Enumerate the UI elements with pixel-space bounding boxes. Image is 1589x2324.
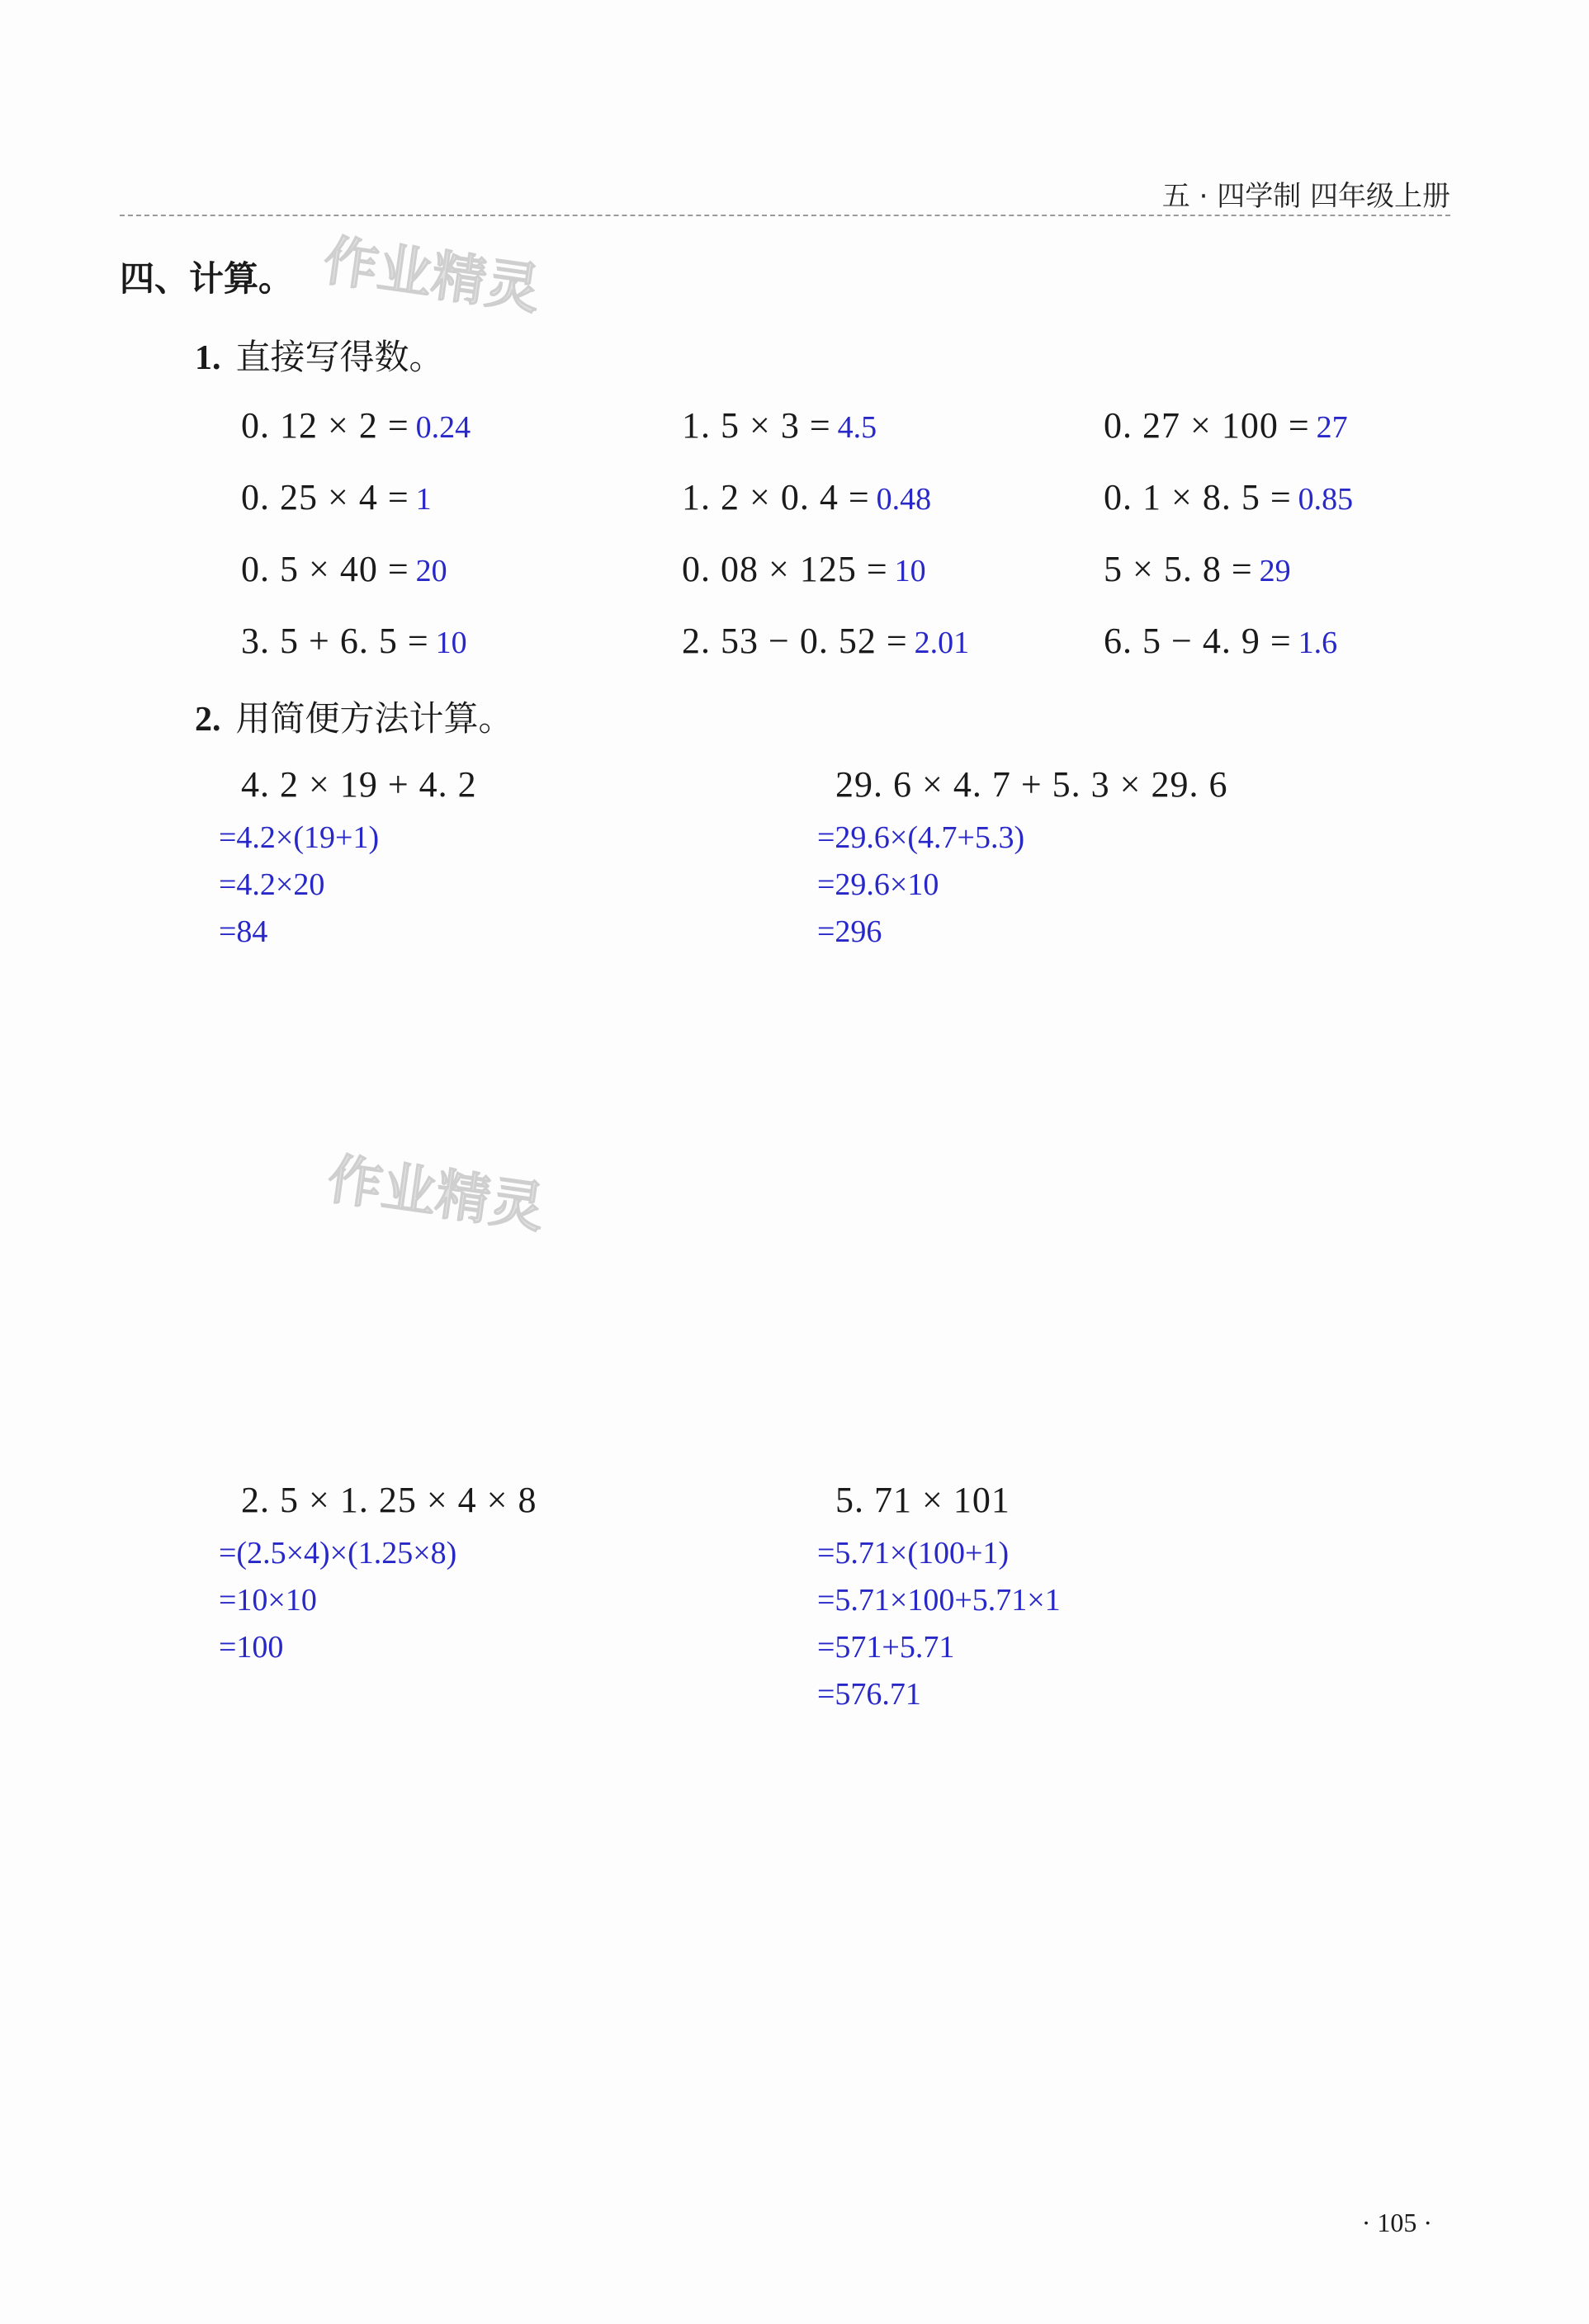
q1-item	[682, 404, 877, 446]
question-2-title	[195, 692, 513, 741]
q1-expression: 1. 2 × 0. 4 =	[682, 477, 870, 517]
q1-expression: 0. 08 × 125 =	[682, 549, 888, 589]
q1-answer: 0.48	[876, 482, 932, 517]
question-1-title	[195, 330, 444, 380]
q1-answer: 27	[1316, 410, 1348, 445]
section-title: 四、计算。	[120, 258, 294, 299]
q2-step: =29.6×(4.7+5.3)	[817, 820, 1025, 855]
q1-item	[241, 476, 432, 518]
watermark: 作业精灵	[324, 1146, 549, 1240]
question-1-text: 直接写得数。	[235, 337, 444, 377]
header-divider	[120, 215, 1450, 216]
q1-expression: 3. 5 + 6. 5 =	[241, 621, 429, 661]
q2-step: =576.71	[817, 1677, 921, 1712]
q1-item	[1104, 404, 1348, 446]
watermark: 作业精灵	[319, 228, 545, 322]
q1-item	[241, 548, 447, 590]
q2-step: =296	[817, 914, 882, 949]
q2-expression: 5. 71 × 101	[835, 1480, 1010, 1520]
q1-expression: 0. 27 × 100 =	[1104, 405, 1310, 446]
q2-step: =84	[219, 914, 268, 949]
q2-step: =10×10	[219, 1583, 317, 1618]
q1-item	[241, 404, 471, 446]
q2-expression: 4. 2 × 19 + 4. 2	[241, 764, 477, 805]
question-2-number: 2.	[195, 701, 221, 739]
q1-answer: 10	[435, 626, 467, 660]
q2-step: =(2.5×4)×(1.25×8)	[219, 1536, 457, 1571]
q2-step: =571+5.71	[817, 1630, 955, 1665]
q1-answer: 20	[415, 554, 447, 588]
q1-answer: 0.24	[415, 410, 471, 445]
q2-step: =4.2×20	[219, 867, 325, 902]
q2-step: =5.71×(100+1)	[817, 1536, 1010, 1571]
q1-answer: 10	[894, 554, 926, 588]
page-number: · 105 ·	[1361, 2208, 1432, 2237]
question-1-number: 1.	[195, 339, 221, 377]
header-text: 五 · 四学制 四年级上册	[1161, 180, 1450, 213]
q1-item	[682, 548, 926, 590]
q1-answer: 4.5	[837, 410, 877, 445]
q1-answer: 2.01	[914, 626, 970, 660]
q2-expression: 2. 5 × 1. 25 × 4 × 8	[241, 1480, 537, 1520]
q2-step: =5.71×100+5.71×1	[817, 1583, 1061, 1618]
q1-item	[1104, 620, 1337, 662]
q1-expression: 1. 5 × 3 =	[682, 405, 831, 446]
q1-expression: 0. 25 × 4 =	[241, 477, 409, 517]
q2-expression: 29. 6 × 4. 7 + 5. 3 × 29. 6	[835, 764, 1228, 805]
q1-answer: 1.6	[1298, 626, 1338, 660]
q2-step: =100	[219, 1630, 284, 1665]
q1-answer: 0.85	[1298, 482, 1354, 517]
q1-answer: 1	[415, 482, 432, 517]
q1-expression: 0. 1 × 8. 5 =	[1104, 477, 1292, 517]
q1-expression: 5 × 5. 8 =	[1104, 549, 1253, 589]
q1-expression: 2. 53 − 0. 52 =	[682, 621, 908, 661]
q1-expression: 0. 5 × 40 =	[241, 549, 409, 589]
q1-item	[682, 476, 931, 518]
q1-item	[682, 620, 969, 662]
q1-item	[1104, 548, 1291, 590]
q1-answer: 29	[1259, 554, 1291, 588]
q1-expression: 6. 5 − 4. 9 =	[1104, 621, 1292, 661]
q1-item	[241, 620, 467, 662]
question-2-text: 用简便方法计算。	[235, 698, 513, 739]
q1-expression: 0. 12 × 2 =	[241, 405, 409, 446]
q1-item	[1104, 476, 1353, 518]
q2-step: =29.6×10	[817, 867, 939, 902]
q2-step: =4.2×(19+1)	[219, 820, 380, 855]
